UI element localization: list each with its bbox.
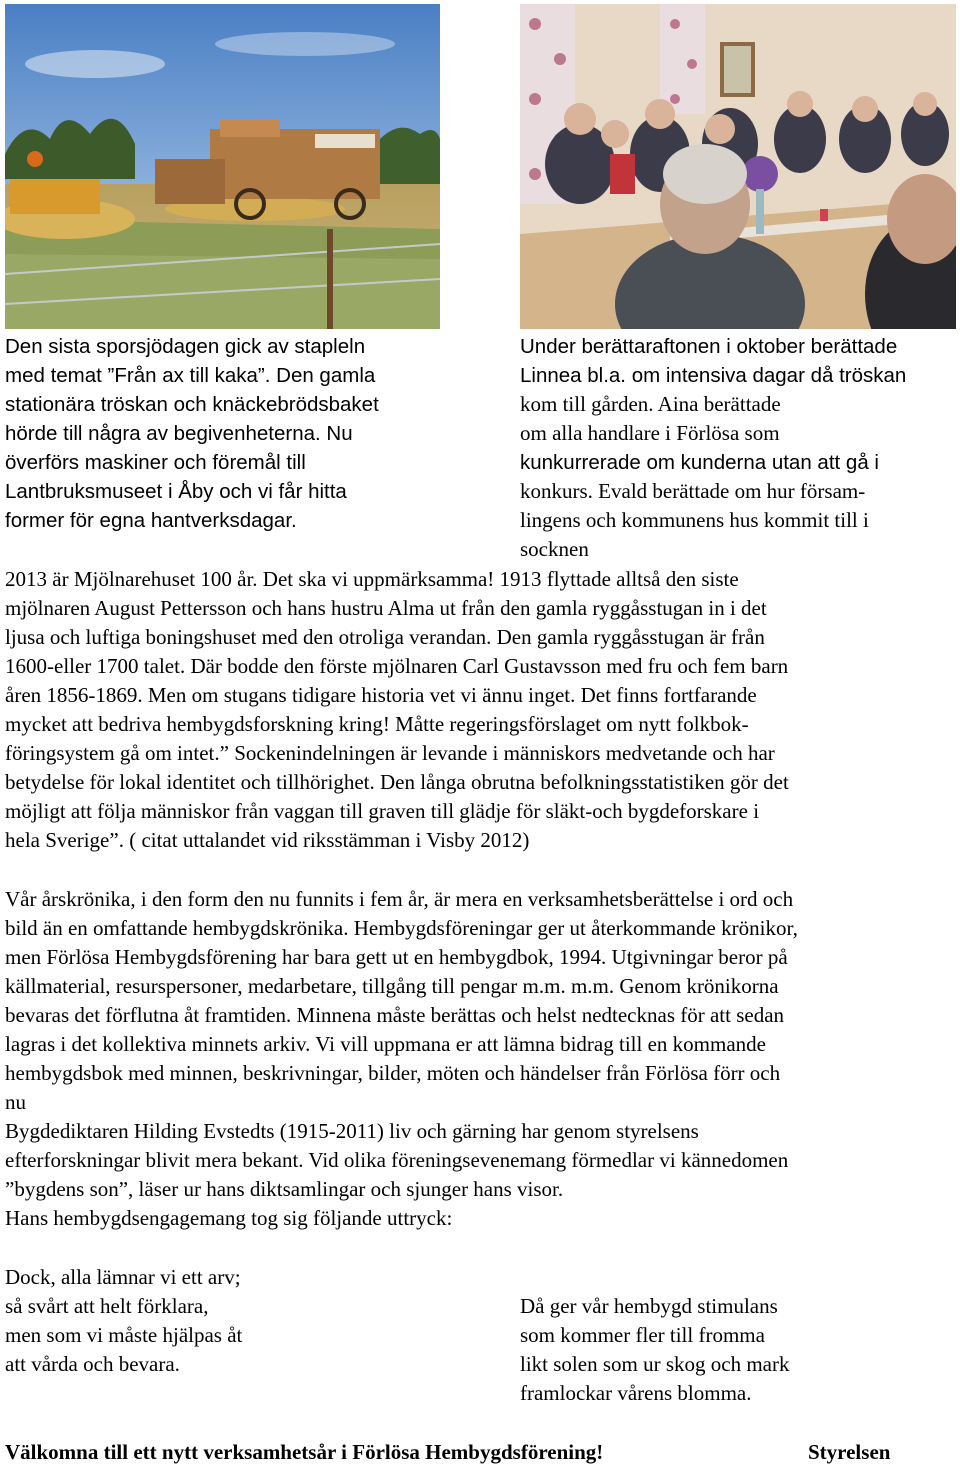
text-line: Hans hembygdsengagemang tog sig följande uttryck: — [5, 1206, 453, 1230]
caption-line: hörde till några av begivenheterna. Nu — [5, 422, 353, 445]
text-line: mjölnaren August Pettersson och hans hustru Alma ut från den gamla ryggåsstugan in i det — [5, 596, 767, 620]
welcome-text: Välkomna till ett nytt verksamhetsår i Förlösa Hembygdsförening! — [5, 1440, 604, 1464]
poem-line: Då ger vår hembygd stimulans — [520, 1294, 778, 1318]
text-line: mycket att bedriva hembygdsforskning kring! Måtte regeringsförslaget om nytt folkbok- — [5, 712, 749, 736]
caption-line: socknen — [520, 537, 589, 561]
poem-line: som kommer fler till fromma — [520, 1323, 765, 1347]
caption-line: Lantbruksmuseet i Åby och vi får hitta — [5, 480, 347, 503]
text-line: ”bygdens son”, läser ur hans diktsamlingar och sjunger hans visor. — [5, 1177, 564, 1201]
caption-line: lingens och kommunens hus kommit till i — [520, 508, 869, 532]
text-line: betydelse för lokal identitet och tillhörighet. Den långa obrutna befolkningsstatistiken gör det — [5, 770, 789, 794]
caption-line: med temat ”Från ax till kaka”. Den gamla — [5, 364, 376, 387]
text-line: källmaterial, resurspersoner, medarbetare, tillgång till pengar m.m. m.m. Genom krönikorna — [5, 974, 779, 998]
poem-line: Dock, alla lämnar vi ett arv; — [5, 1265, 241, 1289]
poem-line: likt solen som ur skog och mark — [520, 1352, 790, 1376]
text-line: hembygdsbok med minnen, beskrivningar, bilder, möten och händelser från Förlösa förr och — [5, 1061, 781, 1085]
threshing-caption — [5, 332, 505, 535]
threshing-photo — [5, 4, 440, 329]
poem-line: men som vi måste hjälpas åt — [5, 1323, 243, 1347]
caption-line: former för egna hantverksdagar. — [5, 509, 297, 532]
caption-line: kunkurrerade om kunderna utan att gå i — [520, 451, 879, 474]
text-line: bild än en omfattande hembygdskrönika. Hembygdsföreningar ger ut återkommande krönikor, — [5, 916, 798, 940]
text-line: hela Sverige”. ( citat uttalandet vid riksstämman i Visby 2012) — [5, 828, 530, 852]
signature: Styrelsen — [808, 1440, 891, 1464]
poem-right-stanza — [520, 1292, 950, 1408]
caption-line: kom till gården. Aina berättade — [520, 392, 781, 416]
text-line: 2013 är Mjölnarehuset 100 år. Det ska vi uppmärksamma! 1913 flyttade alltså den siste — [5, 567, 739, 591]
text-line: bevaras det förflutna åt framtiden. Minnena måste berättas och helst nedtecknas för att sedan — [5, 1003, 785, 1027]
caption-line: Den sista sporsjödagen gick av stapleln — [5, 335, 366, 358]
caption-line: överförs maskiner och föremål till — [5, 451, 306, 474]
text-line: efterforskningar blivit mera bekant. Vid olika föreningsevenemang förmedlar vi kännedomen — [5, 1148, 789, 1172]
chronicle-paragraph — [5, 885, 960, 1233]
mill-house-paragraph — [5, 565, 960, 855]
poem-left-stanza — [5, 1263, 485, 1379]
text-line: åren 1856-1869. Men om stugans tidigare historia vet vi ännu inget. Det finns fortfarande — [5, 683, 757, 707]
caption-line: om alla handlare i Förlösa som — [520, 421, 780, 445]
text-line: men Förlösa Hembygdsförening har bara gett ut en hembygdbok, 1994. Utgivningar beror på — [5, 945, 788, 969]
poem-line: framlockar vårens blomma. — [520, 1381, 752, 1405]
poem-line: så svårt att helt förklara, — [5, 1294, 209, 1318]
text-line: Vår årskrönika, i den form den nu funnits i fem år, är mera en verksamhetsberättelse i ord och — [5, 887, 794, 911]
text-line: föringsystem gå om intet.” Sockenindelningen är levande i människors medvetande och har — [5, 741, 775, 765]
storytelling-caption — [520, 332, 960, 564]
caption-line: konkurs. Evald berättade om hur försam- — [520, 479, 866, 503]
storytelling-photo — [520, 4, 956, 329]
text-line: ljusa och luftiga boningshuset med den otroliga verandan. Den gamla ryggåsstugan är från — [5, 625, 765, 649]
caption-line: stationära tröskan och knäckebrödsbaket — [5, 393, 379, 416]
text-line: lagras i det kollektiva minnets arkiv. Vi vill uppmana er att lämna bidrag till en kommande — [5, 1032, 766, 1056]
caption-line: Linnea bl.a. om intensiva dagar då tröskan — [520, 364, 907, 387]
poem-line: att vårda och bevara. — [5, 1352, 180, 1376]
text-line: 1600-eller 1700 talet. Där bodde den förste mjölnaren Carl Gustavsson med fru och fem barn — [5, 654, 789, 678]
text-line: möjligt att följa människor från vaggan till graven till glädje för släkt-och bygdeforskare i — [5, 799, 760, 823]
caption-line: Under berättaraftonen i oktober berättade — [520, 335, 898, 358]
text-line: Bygdediktaren Hilding Evstedts (1915-2011) liv och gärning har genom styrelsens — [5, 1119, 699, 1143]
text-line: nu — [5, 1090, 26, 1114]
